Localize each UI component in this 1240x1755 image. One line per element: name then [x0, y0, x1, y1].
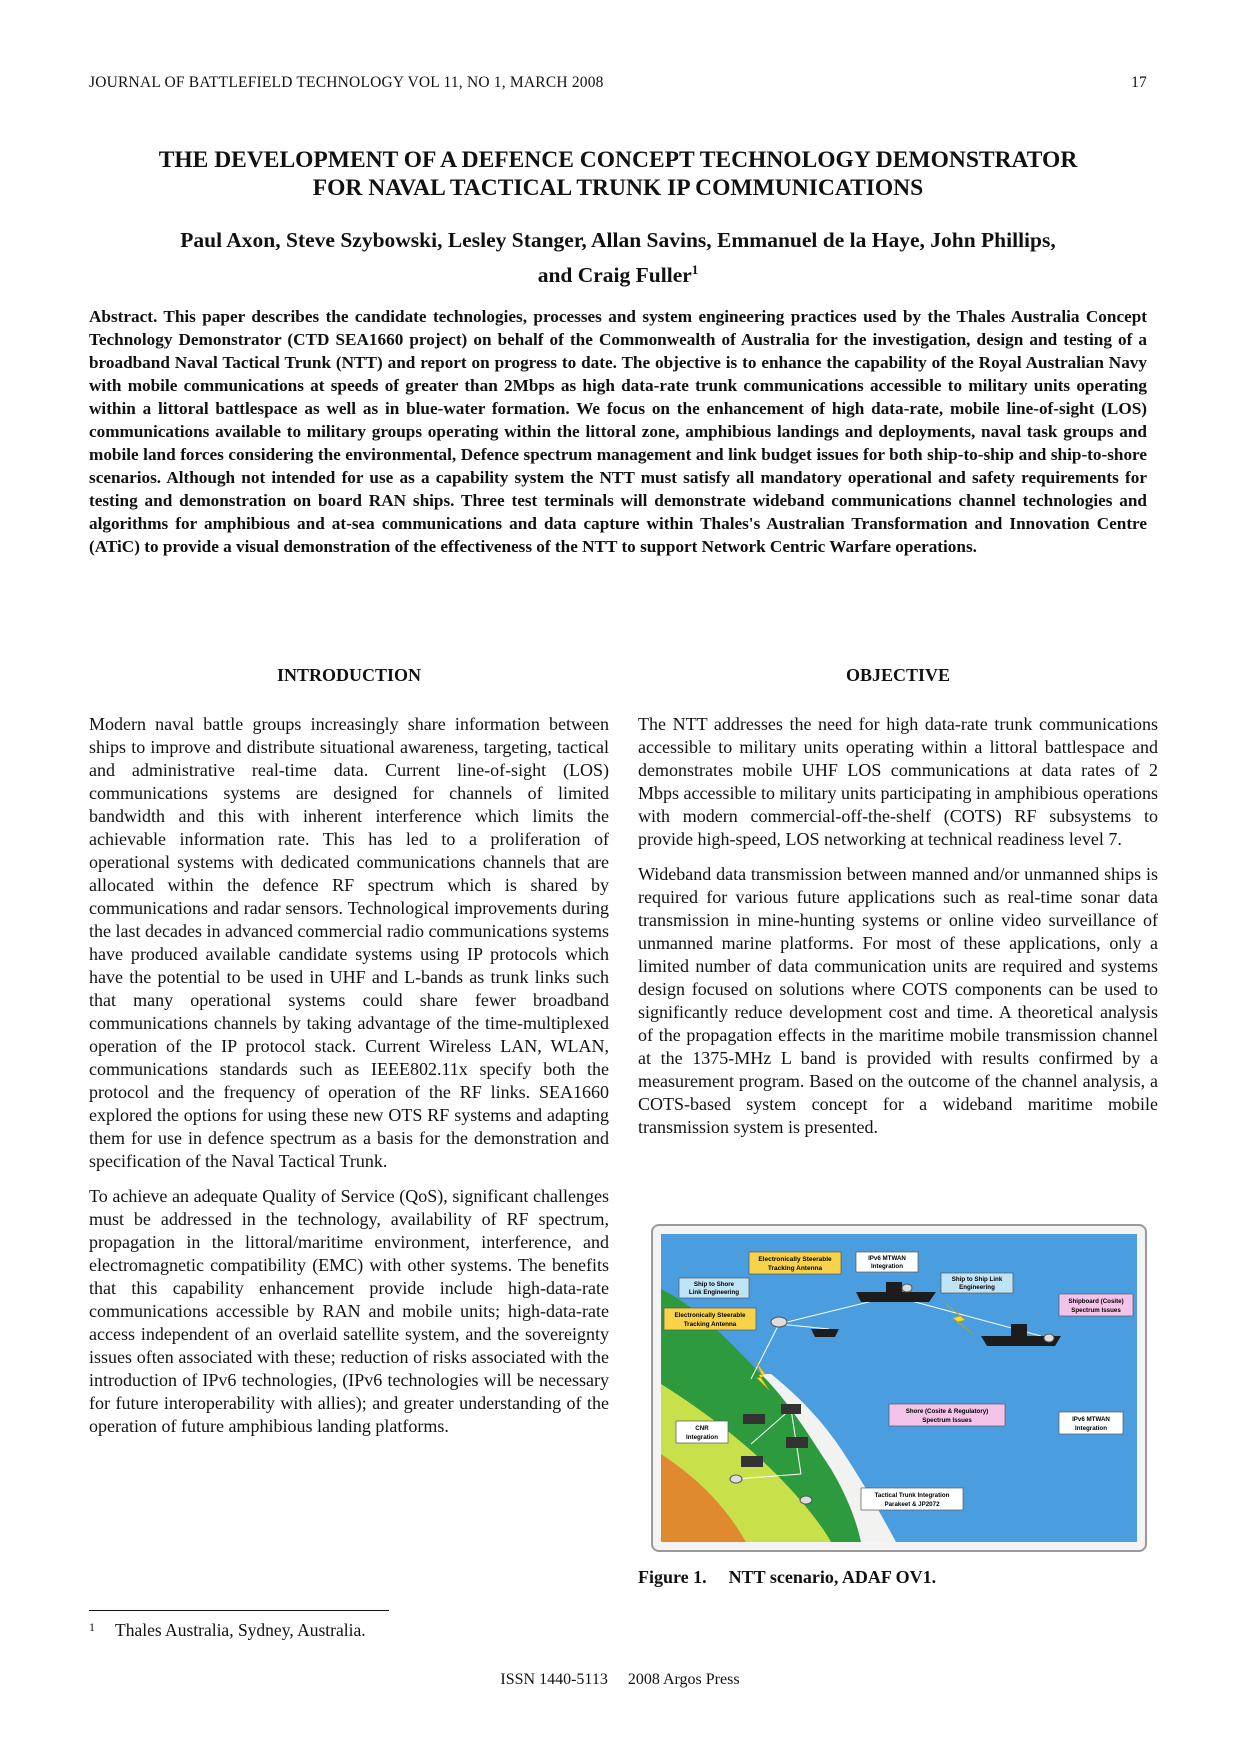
label-steerable-top: [749, 1252, 841, 1274]
label-tactical-trunk: [861, 1488, 963, 1510]
running-header: [89, 74, 1147, 92]
svg-text:Shore (Cosite & Regulatory): Shore (Cosite & Regulatory): [905, 1408, 989, 1415]
page-footer: [0, 1671, 1240, 1689]
abstract: Abstract. This paper describes the candidate technologies, processes and system engineering practices used by the Thales Australia Concept Technology Demonstrator (CTD SEA1660 project) on behalf of the Commonwealth of Australia for the investigation, design and testing of a broadband Naval Tactical Trunk (NTT) and report on progress to date. The objective is to enhance the capability of the Royal Australian Navy with mobile communications at speeds of greater than 2Mbps as high data-rate trunk communications accessible to military units operating within a littoral battlespace as well as in blue-water formation. We focus on the enhancement of high data-rate, mobile line-of-sight (LOS) communications available to military groups operating within the littoral zone, amphibious landings and deployments, naval task groups and mobile land forces considering the environmental, Defence spectrum management and link budget issues for both ship-to-ship and ship-to-shore scenarios. Although not intended for use as a capability system the NTT must satisfy all mandatory operational and safety requirements for testing and demonstration on board RAN ships. Three test terminals will demonstrate wideband communications channel technologies and algorithms for amphibious and at-sea communications and data capture within Thales's Australian Transformation and Innovation Centre (ATiC) to provide a visual demonstration of the effectiveness of the NTT to support Network Centric Warfare operations.: [89, 307, 1147, 556]
svg-text:IPv6 MTWAN: IPv6 MTWAN: [868, 1255, 906, 1262]
authors-line-2: and Craig Fuller: [537, 263, 692, 288]
journal-name: JOURNAL OF BATTLEFIELD TECHNOLOGY VOL 11, NO 1, MARCH 2008: [89, 74, 604, 91]
landing-craft-icon: [811, 1329, 839, 1337]
antenna-drum-icon: [771, 1317, 787, 1327]
svg-text:Parakeet & JP2072: Parakeet & JP2072: [884, 1501, 940, 1508]
objective-heading: OBJECTIVE: [845, 665, 951, 685]
svg-text:IPv6 MTWAN: IPv6 MTWAN: [1072, 1416, 1110, 1423]
label-ship-to-ship: [941, 1273, 1013, 1293]
title-line-2: FOR NAVAL TACTICAL TRUNK IP COMMUNICATIONS: [312, 175, 924, 201]
label-shore-spectrum: [889, 1404, 1005, 1426]
ship-antenna-icon: [902, 1284, 912, 1292]
cnr-antenna-icon: [730, 1475, 742, 1483]
introduction-paragraph-1: Modern naval battle groups increasingly share information between ships to improve and distribute situational awareness, targeting, tactical and administrative real-time data. Current line-of-sight (LOS) communications systems are designed for channels of limited bandwidth and this with inherent interference which limits the achievable information rate. This has led to a proliferation of operational systems with dedicated communications channels that are allocated within the defence RF spectrum which is shared by communications and radar sensors. Technological improvements during the last decades in advanced commercial radio communications systems have produced available candidate systems using IP protocols which have the potential to be used in UHF and L-bands as trunk links such that many operational systems could share fewer broadband communications channels by taking advantage of the time-multiplexed operation of the IP protocol stack. Current Wireless LAN, WLAN, communications standards such as IEEE802.11x specify both the protocol and the frequency of operation of the RF links. SEA1660 explored the options for using these new OTS RF systems and adapting them for use in defence spectrum as a basis for the demonstration and specification of the Naval Tactical Trunk.: [89, 714, 609, 1171]
vehicle-icon-3: [741, 1456, 763, 1467]
figure-1-caption-text: NTT scenario, ADAF OV1.: [728, 1567, 937, 1587]
paper-title: [89, 146, 1147, 202]
objective-paragraph-1: The NTT addresses the need for high data-rate trunk communications accessible to military units operating within a littoral battlespace and demonstrates mobile UHF LOS communications at data rates of 2 Mbps accessible to military units participating in amphibious operations with modern commercial-off-the-shelf (COTS) RF subsystems to provide high-speed, LOS networking at technical readiness level 7.: [638, 714, 1158, 849]
vehicle-icon-1: [743, 1414, 765, 1424]
svg-text:Spectrum Issues: Spectrum Issues: [1071, 1307, 1121, 1314]
vehicle-icon-4: [786, 1437, 808, 1448]
svg-text:Link Engineering: Link Engineering: [688, 1289, 740, 1296]
introduction-paragraph-2: To achieve an adequate Quality of Service (QoS), significant challenges must be addressed in the technology, availability of RF spectrum, propagation in the littoral/maritime environment, interference, and electromagnetic compatibility (EMC) with other systems. The benefits that this capability enhancement provide include high-data-rate communications accessible by RAN and mobile units; high-data-rate access independent of an overlaid satellite system, and the sovereignty issues often associated with these; reduction of risks associated with the introduction of IPv6 technologies, (IPv6 technologies will be necessary for future interoperability with allies); and greater understanding of the operation of future amphibious landing platforms.: [89, 1186, 609, 1436]
label-ship-to-shore: [679, 1278, 749, 1298]
authors-line-2-wrap: [89, 255, 1147, 290]
label-mtwan-top: [856, 1252, 918, 1272]
title-line-1: THE DEVELOPMENT OF A DEFENCE CONCEPT TECHNOLOGY DEMONSTRATOR: [158, 147, 1078, 173]
introduction-column: [89, 713, 609, 1450]
figure-1-caption: [638, 1567, 1158, 1588]
label-mtwan-right: [1059, 1412, 1123, 1434]
svg-text:CNR: CNR: [695, 1425, 709, 1432]
label-shipboard: [1059, 1294, 1133, 1316]
ship-2-bridge-icon: [1011, 1324, 1027, 1336]
label-steerable-left: [664, 1308, 756, 1330]
footnote-mark: 1: [89, 1620, 95, 1634]
page-number: 17: [1131, 74, 1147, 91]
ship-1-icon: [856, 1292, 936, 1302]
svg-text:Tracking Antenna: Tracking Antenna: [767, 1265, 823, 1272]
trunk-antenna-icon: [800, 1496, 812, 1504]
svg-text:Engineering: Engineering: [959, 1284, 995, 1291]
introduction-heading: INTRODUCTION: [276, 665, 422, 685]
vehicle-icon-2: [781, 1404, 801, 1414]
svg-text:Integration: Integration: [871, 1263, 903, 1270]
label-cnr: [676, 1421, 728, 1443]
footnote-divider: [89, 1610, 389, 1611]
svg-text:Electronically Steerable: Electronically Steerable: [674, 1312, 746, 1319]
ntt-scenario-diagram: [661, 1234, 1137, 1542]
ship-1-bridge-icon: [886, 1282, 902, 1292]
objective-paragraph-2: Wideband data transmission between manned and/or unmanned ships is required for various future applications such as real-time sonar data transmission in mine-hunting systems or online video surveillance of unmanned marine platforms. For most of these applications, only a limited number of data communication units are required and systems design focused on solutions where COTS components can be used to significantly reduce development cost and time. A theoretical analysis of the propagation effects in the maritime mobile transmission channel at the 1375-MHz L band is provided with results confirmed by a measurement program. Based on the outcome of the channel analysis, a COTS-based system concept for a wideband maritime mobile transmission system is presented.: [638, 864, 1158, 1137]
ship-antenna-icon-2: [1044, 1334, 1054, 1342]
figure-1-frame: [651, 1224, 1147, 1552]
footnote-text: Thales Australia, Sydney, Australia.: [115, 1620, 366, 1640]
svg-text:Tactical Trunk Integration: Tactical Trunk Integration: [874, 1492, 950, 1499]
author-footnote-mark: 1: [691, 262, 699, 277]
svg-text:Shipboard (Cosite): Shipboard (Cosite): [1068, 1298, 1124, 1305]
svg-text:Tracking Antenna: Tracking Antenna: [683, 1321, 737, 1328]
author-list: [89, 226, 1147, 290]
svg-text:Ship to Ship Link: Ship to Ship Link: [951, 1276, 1003, 1283]
footer-publisher: 2008 Argos Press: [627, 1671, 740, 1688]
footnote: [89, 1620, 366, 1641]
svg-text:Integration: Integration: [1075, 1425, 1107, 1432]
footer-issn: ISSN 1440-5113: [500, 1671, 608, 1688]
svg-text:Integration: Integration: [686, 1434, 718, 1441]
svg-text:Ship to Shore: Ship to Shore: [693, 1281, 735, 1288]
figure-1-label: Figure 1.: [638, 1567, 707, 1587]
objective-column: [638, 713, 1158, 1151]
svg-text:Electronically Steerable: Electronically Steerable: [758, 1256, 832, 1263]
svg-text:Spectrum Issues: Spectrum Issues: [922, 1417, 972, 1424]
authors-line-1: Paul Axon, Steve Szybowski, Lesley Stanger, Allan Savins, Emmanuel de la Haye, John Phillips,: [180, 228, 1056, 252]
